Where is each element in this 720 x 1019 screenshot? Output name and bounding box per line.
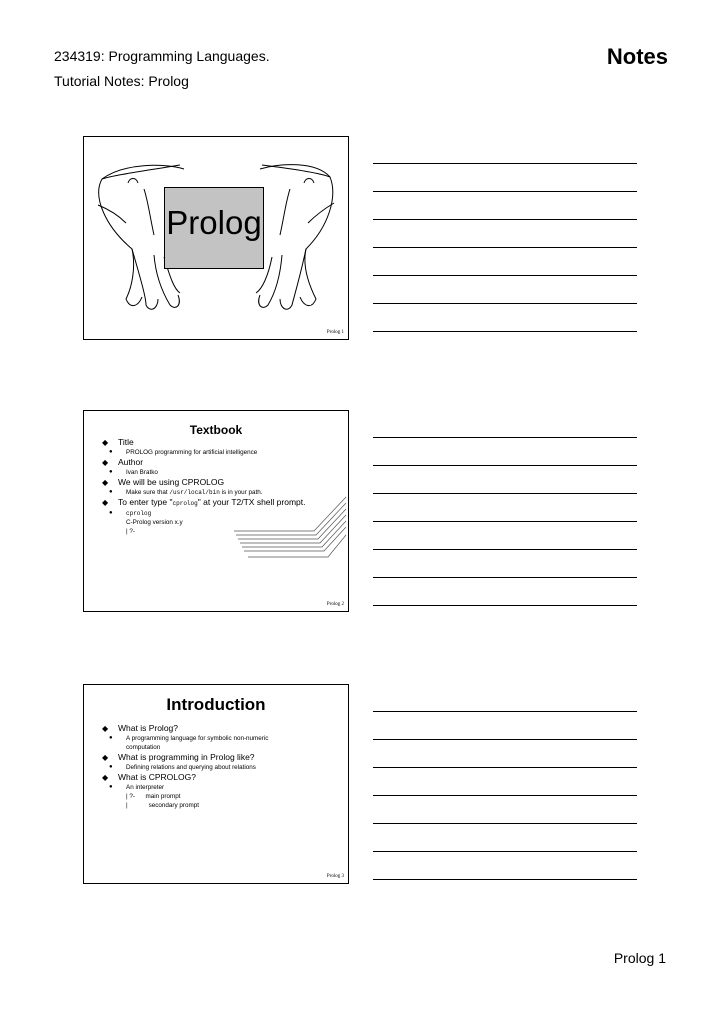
bullet-item: ◆ We will be using CPROLOG [102,477,340,488]
slide-number: Prolog 2 [326,602,344,607]
sub-text: is in your path. [219,489,263,496]
note-line [373,577,637,578]
note-line [373,767,637,768]
sub-bullet-item: ● A programming language for symbolic non-numeric [104,734,340,743]
bullet-item: ◆ Author [102,457,340,468]
notes-heading: Notes [606,44,668,69]
note-line [373,711,637,712]
bullet-item [102,497,340,509]
slide-3 [83,684,349,884]
note-line [373,303,637,304]
slide-number: Prolog 3 [326,874,344,879]
bullet-item: ◆ What is programming in Prolog like? [102,752,340,763]
sub-bullet-item [104,509,340,518]
note-line [373,219,637,220]
page-footer: Prolog 1 [613,950,666,966]
bullet-item: ◆ What is Prolog? [102,723,340,734]
console-line: | ?- [126,528,135,535]
bullet-text: " at your T2/TX shell prompt. [197,497,306,507]
note-line [373,247,637,248]
command-code: cprolog [172,500,198,507]
sub-bullet-item: ● Defining relations and querying about relations [104,763,340,772]
note-line [373,275,637,276]
note-line [373,549,637,550]
slide-title: Textbook [189,423,243,437]
slide-2 [83,410,349,612]
sub-text: Make sure that [126,489,170,496]
sub-bullet-item: ● PROLOG programming for artificial intelligence [104,448,340,457]
bullet-text: To enter type " [118,497,173,507]
slide-title: Prolog [166,204,262,241]
note-line [373,465,637,466]
note-line [373,795,637,796]
note-line [373,879,637,880]
sub-bullet-continuation: computation [126,744,161,751]
path-code: /usr/local/bin [169,489,220,496]
note-line [373,521,637,522]
console-line: C-Prolog version x.y [126,519,183,526]
prolog-title-box [164,187,264,269]
bullet-list [102,437,340,536]
slide-title: Introduction [166,695,266,714]
note-line [373,739,637,740]
note-line [373,163,637,164]
prompt-line: | ?- main prompt [126,793,181,800]
note-line [373,605,637,606]
sub-bullet-item: ● Ivan Bratko [104,468,340,477]
note-line [373,823,637,824]
sub-bullet-item: ● An interpreter [104,783,340,792]
bullet-list [102,723,340,810]
slide-1 [83,136,349,340]
note-line [373,437,637,438]
bullet-item: ◆ Title [102,437,340,448]
note-line [373,493,637,494]
note-line [373,851,637,852]
course-title: 234319: Programming Languages. [54,48,270,64]
sub-bullet-item [104,488,340,497]
note-line [373,331,637,332]
bullet-item: ◆ What is CPROLOG? [102,772,340,783]
command-code: cprolog [126,510,152,517]
document-subtitle: Tutorial Notes: Prolog [54,73,189,89]
prompt-line: | secondary prompt [126,802,200,809]
slide-number: Prolog 1 [326,330,344,335]
note-line [373,191,637,192]
